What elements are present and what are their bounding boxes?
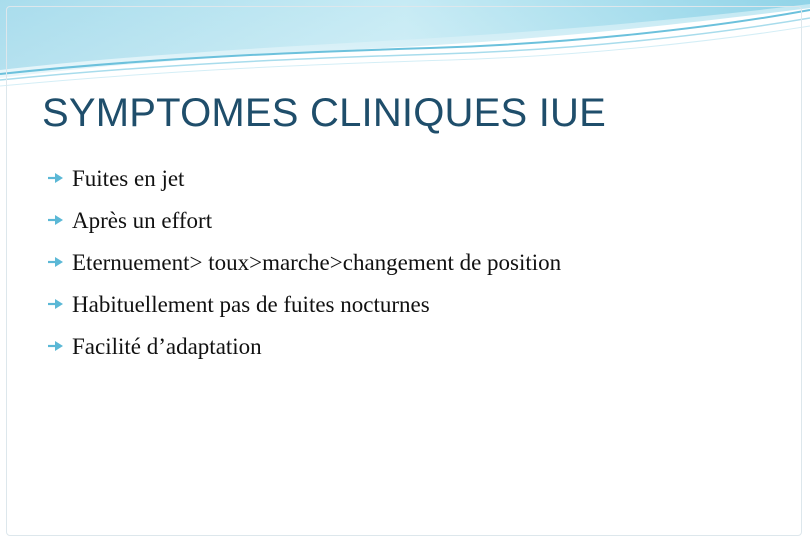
list-item: [46, 284, 561, 326]
arrow-bullet-icon: [46, 213, 70, 227]
arrow-bullet-icon: [46, 297, 70, 311]
arrow-bullet-icon: [46, 171, 70, 185]
header-wave-decoration: [0, 0, 810, 90]
bullet-text: Habituellement pas de fuites nocturnes: [72, 292, 430, 317]
slide-title: SYMPTOMES CLINIQUES IUE: [42, 91, 606, 135]
list-item: [46, 326, 561, 368]
bullet-text: Facilité d’adaptation: [72, 334, 262, 359]
bullet-list: [46, 158, 561, 368]
list-item: [46, 158, 561, 200]
bullet-text: Après un effort: [72, 208, 213, 233]
arrow-bullet-icon: [46, 255, 70, 269]
arrow-bullet-icon: [46, 339, 70, 353]
list-item: [46, 200, 561, 242]
bullet-text: Fuites en jet: [72, 166, 185, 191]
bullet-text: Eternuement> toux>marche>changement de position: [72, 250, 562, 275]
list-item: [46, 242, 561, 284]
